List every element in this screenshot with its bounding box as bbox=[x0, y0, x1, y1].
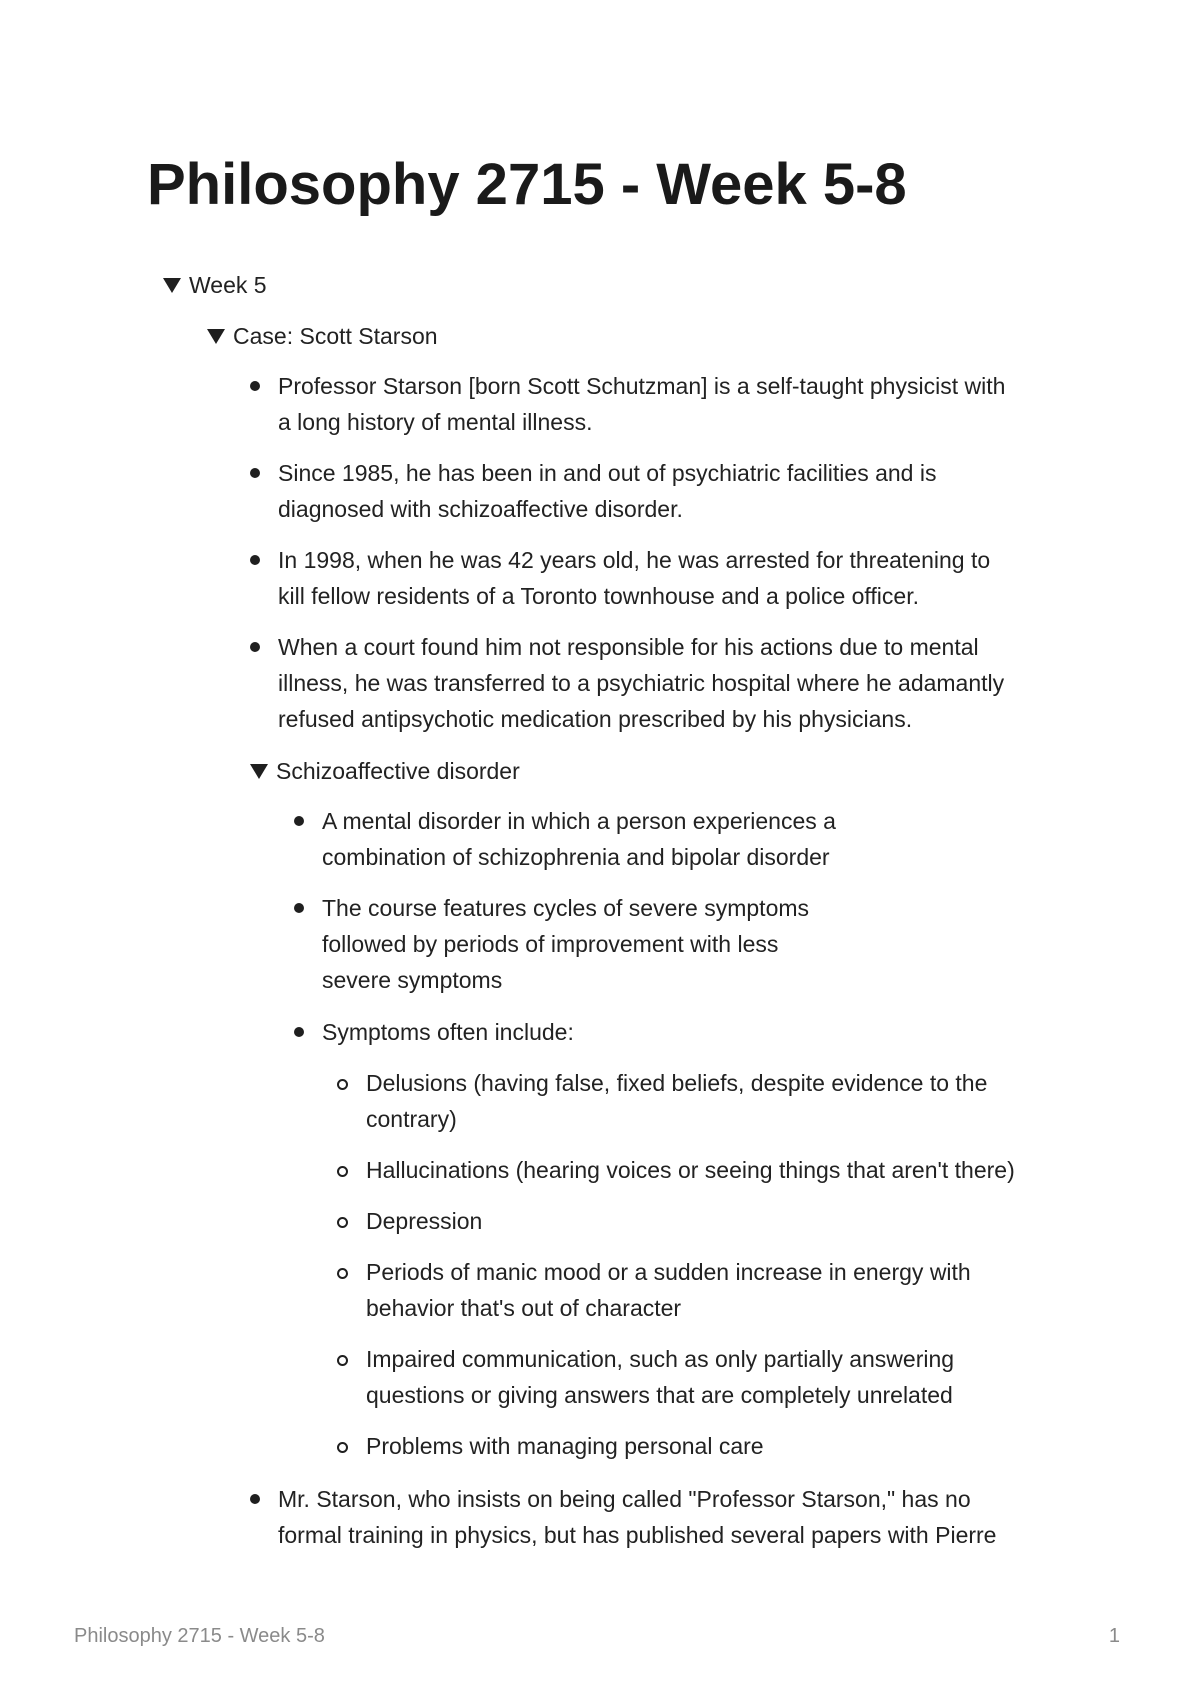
triangle-down-icon[interactable] bbox=[163, 278, 181, 293]
list-item-line: a long history of mental illness. bbox=[278, 409, 593, 435]
list-item-line: formal training in physics, but has published several papers with Pierre bbox=[278, 1522, 997, 1548]
list-item bbox=[366, 1254, 971, 1326]
list-item-line: behavior that's out of character bbox=[366, 1295, 682, 1321]
list-item bbox=[278, 1481, 996, 1553]
list-item-line: kill fellow residents of a Toronto townhouse and a police officer. bbox=[278, 583, 919, 609]
list-item-line: refused antipsychotic medication prescribed by his physicians. bbox=[278, 706, 913, 732]
list-item-line: Depression bbox=[366, 1208, 483, 1234]
list-item-line: A mental disorder in which a person experiences a bbox=[322, 808, 836, 834]
list-item bbox=[366, 1203, 482, 1239]
triangle-down-icon[interactable] bbox=[250, 764, 268, 779]
list-item bbox=[322, 803, 836, 875]
bullet-icon bbox=[250, 1494, 260, 1504]
list-item-line: When a court found him not responsible for his actions due to mental bbox=[278, 634, 979, 660]
list-item-line: Periods of manic mood or a sudden increase in energy with bbox=[366, 1259, 971, 1285]
footer-title: Philosophy 2715 - Week 5-8 bbox=[74, 1625, 325, 1647]
list-item-line: diagnosed with schizoaffective disorder. bbox=[278, 496, 683, 522]
toggle-week-5[interactable] bbox=[163, 267, 267, 303]
bullet-icon bbox=[250, 468, 260, 478]
bullet-icon bbox=[294, 1027, 304, 1037]
list-item-line: contrary) bbox=[366, 1106, 457, 1132]
bullet-icon bbox=[294, 816, 304, 826]
list-item bbox=[366, 1065, 987, 1137]
toggle-schizoaffective-disorder[interactable] bbox=[250, 753, 520, 789]
list-item bbox=[366, 1152, 1015, 1188]
list-item-line: severe symptoms bbox=[322, 967, 503, 993]
toggle-week-5-label: Week 5 bbox=[189, 272, 267, 298]
list-item-line: Impaired communication, such as only partially answering bbox=[366, 1346, 955, 1372]
list-item-line: followed by periods of improvement with less bbox=[322, 931, 779, 957]
list-item-line: Problems with managing personal care bbox=[366, 1433, 764, 1459]
hollow-bullet-icon bbox=[337, 1079, 348, 1090]
bullet-icon bbox=[294, 903, 304, 913]
list-item bbox=[366, 1341, 954, 1413]
list-item bbox=[322, 890, 809, 998]
list-item-line: Mr. Starson, who insists on being called "Professor Starson," has no bbox=[278, 1486, 971, 1512]
list-item-line: combination of schizophrenia and bipolar disorder bbox=[322, 844, 830, 870]
list-item bbox=[322, 1014, 574, 1050]
list-item bbox=[278, 368, 1005, 440]
hollow-bullet-icon bbox=[337, 1166, 348, 1177]
list-item bbox=[278, 542, 990, 614]
list-item-line: questions or giving answers that are completely unrelated bbox=[366, 1382, 953, 1408]
list-item-line: Professor Starson [born Scott Schutzman] is a self-taught physicist with bbox=[278, 373, 1006, 399]
list-item-line: In 1998, when he was 42 years old, he was arrested for threatening to bbox=[278, 547, 991, 573]
list-item-line: The course features cycles of severe symptoms bbox=[322, 895, 810, 921]
list-item bbox=[278, 455, 936, 527]
hollow-bullet-icon bbox=[337, 1442, 348, 1453]
hollow-bullet-icon bbox=[337, 1355, 348, 1366]
page-title: Philosophy 2715 - Week 5-8 bbox=[147, 152, 907, 217]
list-item-line: Hallucinations (hearing voices or seeing things that aren't there) bbox=[366, 1157, 1015, 1183]
toggle-case-scott-starson[interactable] bbox=[207, 318, 438, 354]
toggle-schizo-label: Schizoaffective disorder bbox=[276, 758, 520, 784]
page-number: 1 bbox=[1108, 1625, 1120, 1647]
bullet-icon bbox=[250, 642, 260, 652]
triangle-down-icon[interactable] bbox=[207, 329, 225, 344]
list-item-line: illness, he was transferred to a psychiatric hospital where he adamantly bbox=[278, 670, 1005, 696]
hollow-bullet-icon bbox=[337, 1268, 348, 1279]
list-item bbox=[366, 1428, 764, 1464]
hollow-bullet-icon bbox=[337, 1217, 348, 1228]
bullet-icon bbox=[250, 555, 260, 565]
list-item-line: Since 1985, he has been in and out of psychiatric facilities and is bbox=[278, 460, 937, 486]
list-item bbox=[278, 629, 1004, 737]
list-item-line: Delusions (having false, fixed beliefs, despite evidence to the bbox=[366, 1070, 988, 1096]
bullet-icon bbox=[250, 381, 260, 391]
list-item-line: Symptoms often include: bbox=[322, 1019, 574, 1045]
toggle-case-label: Case: Scott Starson bbox=[233, 323, 438, 349]
